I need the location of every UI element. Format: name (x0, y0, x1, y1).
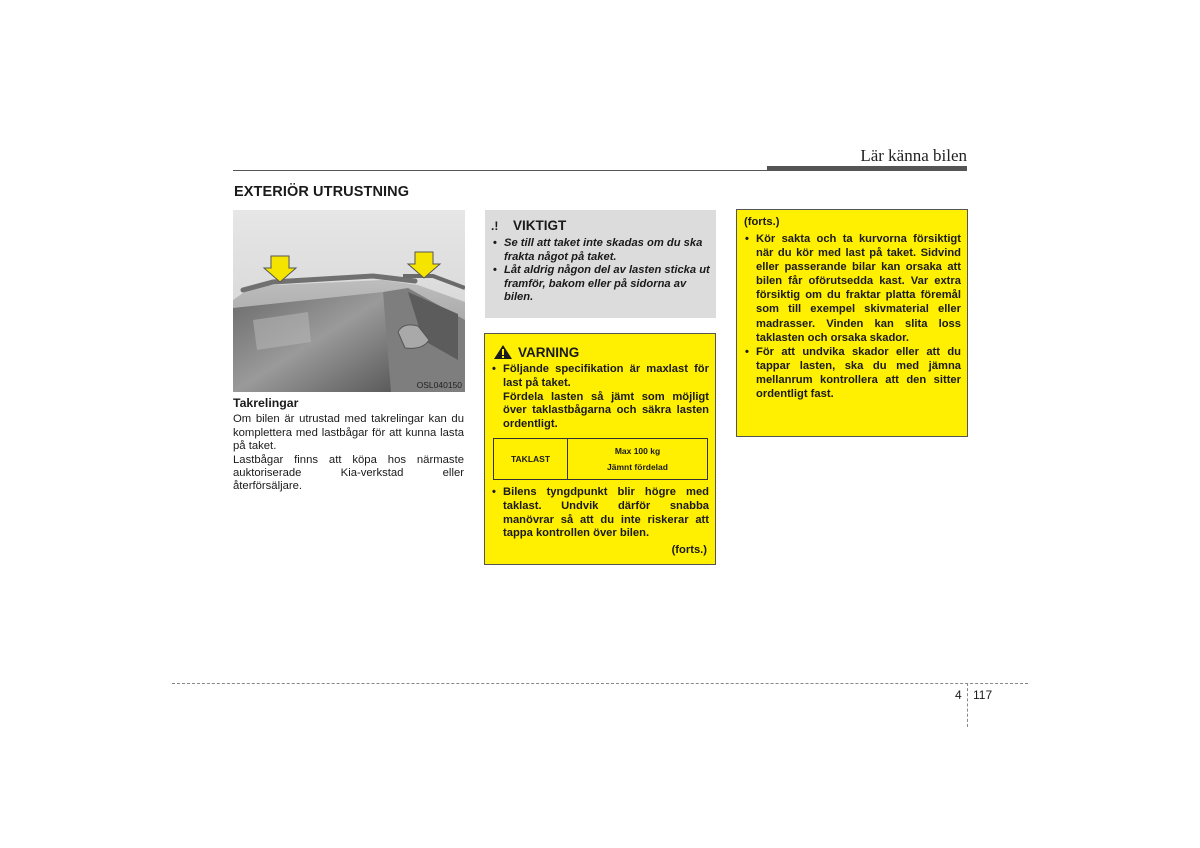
roof-load-table (493, 438, 708, 480)
photo-code: OSL040150 (416, 380, 462, 390)
exclamation-icon: .! (491, 218, 499, 233)
footer-page-number: 117 (973, 688, 993, 702)
header-rule-accent (767, 166, 967, 171)
warning-item-text: Följande specifikation är maxlast för last på taket. (503, 363, 709, 389)
continued-item: • Kör sakta och ta kurvorna försiktigt när du kör med last på taket. Sidvind eller passerande bilar kan orsaka att bilen får oförutsedda kast. Var extra försiktig om du fraktar platta föremål som till exempel skivmaterial eller madrasser. Vinden kan slita loss taklasten och orsaka skador. (743, 232, 961, 345)
footer-chapter-number: 4 (955, 688, 962, 702)
warning-heading (493, 344, 579, 360)
warning-item-continuation: Fördela lasten så jämt som möjligt över taklastbågarna och säkra lasten ordentligt. (503, 390, 709, 431)
warning-box (484, 333, 716, 565)
continued-item: • För att undvika skador eller att du tappar lasten, ska du med jämna mellanrum kontrollera att den sitter ordentligt fast. (743, 345, 961, 401)
warning-item (491, 363, 709, 432)
roof-load-label: TAKLAST (494, 439, 568, 479)
notice-list (491, 237, 711, 305)
warning-list (491, 363, 709, 432)
notice-item: • Låt aldrig någon del av lasten sticka ut framför, bakom eller på sidorna av bilen. (491, 264, 711, 305)
warning-list-2 (491, 486, 709, 541)
section-title: EXTERIÖR UTRUSTNING (234, 184, 410, 200)
warning-continued: (forts.) (671, 544, 707, 556)
notice-heading (491, 218, 566, 233)
roof-rails-section (233, 397, 464, 494)
notice-item: • Se till att taket inte skadas om du ska frakta något på taket. (491, 237, 711, 264)
notice-box (485, 210, 716, 318)
continued-box (736, 209, 968, 437)
roof-load-max: Max 100 kg (614, 446, 661, 456)
footer-divider (967, 683, 968, 727)
warning-item: • Bilens tyngdpunkt blir högre med taklast. Undvik därför snabba manövrar så att du inte riskerar att tappa kontrollen över bilen. (491, 486, 709, 541)
warning-title: VARNING (518, 344, 580, 360)
roof-load-values (568, 439, 707, 479)
roof-rails-paragraph-2: Lastbågar finns att köpa hos närmaste auktoriserade Kia-verkstad eller återförsäljare. (233, 453, 464, 493)
notice-title: VIKTIGT (513, 218, 567, 233)
footer-rule (172, 683, 1028, 684)
roof-rails-paragraph-1: Om bilen är utrustad med takrelingar kan du komplettera med lastbågar för att kunna lasta på taket. (233, 413, 464, 453)
continued-heading: (forts.) (744, 216, 780, 228)
warning-triangle-icon (493, 344, 513, 360)
roof-rails-heading: Takrelingar (233, 396, 299, 410)
roof-load-distribution: Jämnt fördelad (607, 462, 668, 472)
continued-list (743, 232, 961, 401)
roof-rail-photo (233, 210, 465, 392)
chapter-title: Lär känna bilen (860, 146, 967, 165)
car-roof-illustration (233, 210, 465, 392)
